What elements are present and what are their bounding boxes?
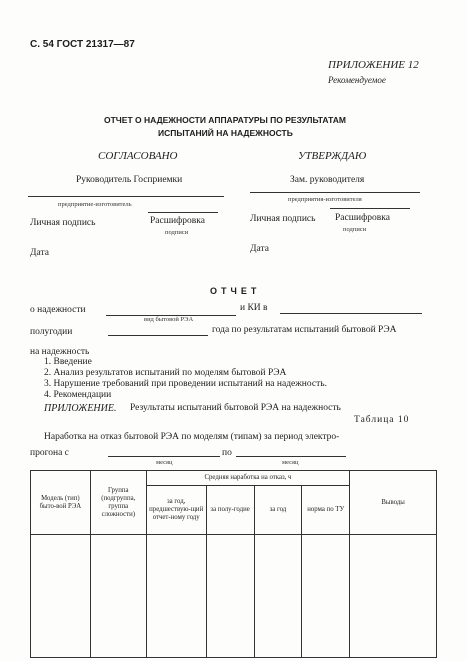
year-text: года по результатам испытаний бытовой РЭА xyxy=(212,325,397,335)
left-role: Руководитель Госприемки xyxy=(76,175,183,185)
page-header: С. 54 ГОСТ 21317—87 xyxy=(30,39,135,50)
content-item-1: 1. Введение xyxy=(44,357,92,367)
header-conclusions: Выводы xyxy=(350,471,437,535)
left-decoding-sub: подписи xyxy=(165,229,189,236)
table-cell xyxy=(206,535,254,658)
about-label: о надежности xyxy=(30,305,86,315)
run-to-caption: месяц xyxy=(282,459,299,466)
equipment-type-caption: вид бытовой РЭА xyxy=(144,316,194,323)
approved-heading: УТВЕРЖДАЮ xyxy=(298,150,367,162)
header-half-year: за полу-годие xyxy=(206,486,254,535)
run-from-line xyxy=(108,456,220,457)
right-decoding-line xyxy=(330,208,410,209)
content-item-4: 4. Рекомендации xyxy=(44,390,112,400)
table-cell xyxy=(254,535,302,658)
right-date-label: Дата xyxy=(250,244,269,254)
right-sign-line xyxy=(250,192,420,193)
left-date-label: Дата xyxy=(30,248,49,258)
header-mean-mtbf: Средняя наработка на отказ, ч xyxy=(146,471,349,486)
table-cell xyxy=(90,535,146,658)
doc-title-line1: ОТЧЕТ О НАДЕЖНОСТИ АППАРАТУРЫ ПО РЕЗУЛЬТАТАМ xyxy=(104,115,347,125)
table-cell xyxy=(302,535,350,658)
left-sign-line xyxy=(28,196,224,197)
table-cell xyxy=(146,535,206,658)
left-enterprise: предприятие-изготовитель xyxy=(58,201,132,208)
right-enterprise: предприятия-изготовителя xyxy=(288,196,362,203)
table-cell xyxy=(350,535,437,658)
table-cell xyxy=(31,535,91,658)
agreed-heading: СОГЛАСОВАНО xyxy=(98,150,178,162)
left-signature-label: Личная подпись xyxy=(30,218,96,228)
mtbf-text: Наработка на отказ бытовой РЭА по моделям (типам) за период электро- xyxy=(44,432,340,442)
half-year-label: полугодии xyxy=(30,327,73,337)
results-table xyxy=(30,470,437,658)
content-item-3: 3. Нарушение требований при проведении испытаний на надежность. xyxy=(44,379,327,389)
right-signature-label: Личная подпись xyxy=(250,214,316,224)
ki-line xyxy=(280,313,422,314)
right-decoding-label: Расшифровка xyxy=(335,213,390,223)
run-from-caption: месяц xyxy=(156,459,173,466)
run-to-label: по xyxy=(222,448,232,458)
header-group: Группа (подгруппа, группа сложности) xyxy=(90,471,146,535)
run-from-label: прогона с xyxy=(30,448,69,458)
recommended-label: Рекомендуемое xyxy=(328,75,386,85)
header-model: Модель (тип) быто-вой РЭА xyxy=(31,471,91,535)
header-prev-year: за год, предшествую-щий отчет-ному году xyxy=(146,486,206,535)
header-norm: норма по ТУ xyxy=(302,486,350,535)
run-to-line xyxy=(236,456,346,457)
appendix-ref-label: ПРИЛОЖЕНИЕ. xyxy=(44,403,117,414)
appendix-ref-text: Результаты испытаний бытовой РЭА на надежность xyxy=(130,403,341,413)
left-decoding-line xyxy=(148,212,218,213)
report-heading: ОТЧЕТ xyxy=(210,286,261,296)
right-role: Зам. руководителя xyxy=(290,175,365,185)
table-row xyxy=(31,535,437,658)
right-decoding-sub: подписи xyxy=(343,226,367,233)
header-year: за год xyxy=(254,486,302,535)
appendix-label: ПРИЛОЖЕНИЕ 12 xyxy=(328,59,419,71)
on-reliability-label: на надежность xyxy=(30,347,90,357)
doc-title-line2: ИСПЫТАНИЙ НА НАДЕЖНОСТЬ xyxy=(158,128,293,138)
content-item-2: 2. Анализ результатов испытаний по моделям бытовой РЭА xyxy=(44,368,287,378)
ki-label: и КИ в xyxy=(240,303,268,313)
left-decoding-label: Расшифровка xyxy=(150,216,205,226)
year-line xyxy=(108,335,208,336)
table-number: Таблица 10 xyxy=(354,415,410,425)
